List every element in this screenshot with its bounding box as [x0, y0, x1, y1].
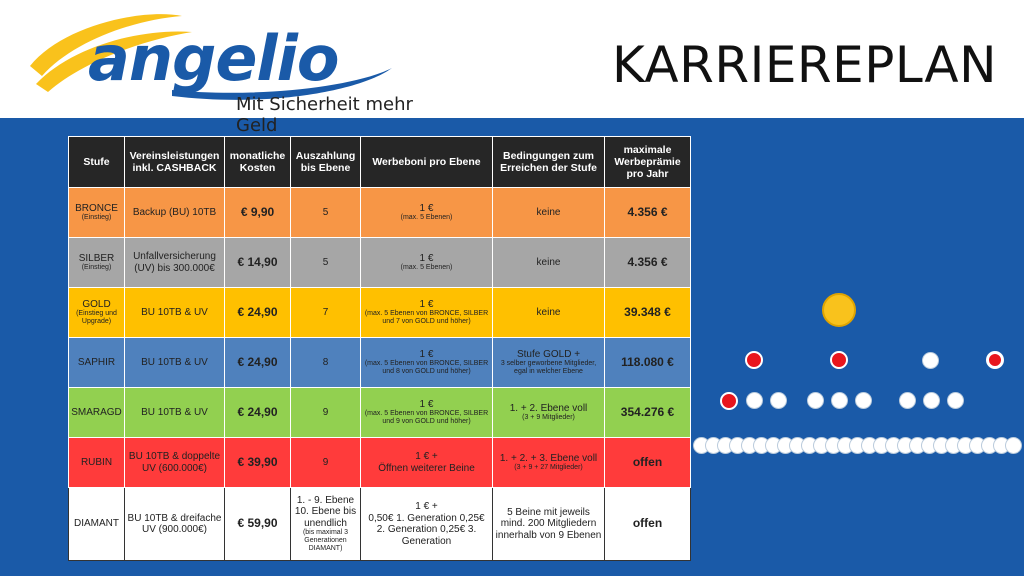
level1-node-icon [986, 351, 1004, 369]
cell-ebene: 8 [291, 338, 361, 388]
level2-node-icon [720, 392, 738, 410]
level1-node-icon [922, 352, 939, 369]
cell-praemie: 354.276 € [605, 388, 691, 438]
header-bar [0, 0, 1024, 136]
cell-boni: 1 € (max. 5 Ebenen) [361, 238, 493, 288]
cell-bedingung: 1. + 2. Ebene voll (3 + 9 Mitglieder) [493, 388, 605, 438]
table-row-diamant [69, 488, 691, 561]
cell-boni: 1 € (max. 5 Ebenen) [361, 188, 493, 238]
cell-stufe: GOLD (Einstieg und Upgrade) [69, 288, 125, 338]
cell-praemie: offen [605, 438, 691, 488]
logo-tagline: Mit Sicherheit mehr Geld [236, 94, 413, 136]
cell-bedingung: keine [493, 188, 605, 238]
header-vereinsleistungen: Vereinsleistungen inkl. CASHBACK [125, 137, 225, 188]
level2-node-icon [770, 392, 787, 409]
level1-node-icon [830, 351, 848, 369]
header-stufe: Stufe [69, 137, 125, 188]
cell-kosten: € 14,90 [225, 238, 291, 288]
cell-boni: 1 € (max. 5 Ebenen von BRONCE, SILBER und 7 von GOLD und höher) [361, 288, 493, 338]
cell-boni: 1 € (max. 5 Ebenen von BRONCE, SILBER und 8 von GOLD und höher) [361, 338, 493, 388]
cell-boni: 1 € + 0,50€ 1. Generation 0,25€ 2. Generation 0,25€ 3. Generation [361, 488, 493, 561]
cell-ebene: 1. - 9. Ebene 10. Ebene bis unendlich (bis maximal 3 Generationen DIAMANT) [291, 488, 361, 561]
header-praemie: maximale Werbeprämie pro Jahr [605, 137, 691, 188]
top-node-icon [822, 293, 856, 327]
level2-node-icon [746, 392, 763, 409]
level2-node-icon [831, 392, 848, 409]
cell-leistung: Unfallversicherung (UV) bis 300.000€ [125, 238, 225, 288]
level2-node-icon [899, 392, 916, 409]
cell-ebene: 9 [291, 438, 361, 488]
level2-node-icon [923, 392, 940, 409]
cell-stufe: SILBER (Einstieg) [69, 238, 125, 288]
cell-stufe: BRONCE (Einstieg) [69, 188, 125, 238]
table-row-silber [69, 238, 691, 288]
cell-stufe: SAPHIR [69, 338, 125, 388]
cell-praemie: 4.356 € [605, 188, 691, 238]
cell-leistung: Backup (BU) 10TB [125, 188, 225, 238]
header-bedingungen: Bedingungen zum Erreichen der Stufe [493, 137, 605, 188]
cell-kosten: € 24,90 [225, 388, 291, 438]
cell-stufe: SMARAGD [69, 388, 125, 438]
career-plan-table [68, 136, 690, 552]
table-row-gold [69, 288, 691, 338]
cell-kosten: € 24,90 [225, 288, 291, 338]
level3-node-icon [1005, 437, 1022, 454]
cell-stufe: RUBIN [69, 438, 125, 488]
cell-leistung: BU 10TB & dreifache UV (900.000€) [125, 488, 225, 561]
cell-leistung: BU 10TB & UV [125, 338, 225, 388]
cell-praemie: offen [605, 488, 691, 561]
header-kosten: monatliche Kosten [225, 137, 291, 188]
cell-ebene: 7 [291, 288, 361, 338]
cell-bedingung: Stufe GOLD + 3 selber geworbene Mitglieder, egal in welcher Ebene [493, 338, 605, 388]
level1-node-icon [745, 351, 763, 369]
level2-node-icon [855, 392, 872, 409]
cell-ebene: 9 [291, 388, 361, 438]
page-title: KARRIEREPLAN [612, 36, 998, 94]
cell-leistung: BU 10TB & UV [125, 388, 225, 438]
table-row-smaragd [69, 388, 691, 438]
cell-kosten: € 9,90 [225, 188, 291, 238]
cell-praemie: 4.356 € [605, 238, 691, 288]
cell-ebene: 5 [291, 188, 361, 238]
table-row-saphir [69, 338, 691, 388]
table-row-bronce [69, 188, 691, 238]
cell-boni: 1 € + Öffnen weiterer Beine [361, 438, 493, 488]
level2-node-icon [807, 392, 824, 409]
level2-node-icon [947, 392, 964, 409]
cell-kosten: € 39,90 [225, 438, 291, 488]
cell-kosten: € 59,90 [225, 488, 291, 561]
cell-praemie: 39.348 € [605, 288, 691, 338]
cell-leistung: BU 10TB & UV [125, 288, 225, 338]
cell-bedingung: keine [493, 238, 605, 288]
cell-bedingung: 5 Beine mit jeweils mind. 200 Mitgliedern innerhalb von 9 Ebenen [493, 488, 605, 561]
header-auszahlung: Auszahlung bis Ebene [291, 137, 361, 188]
table-row-rubin [69, 438, 691, 488]
cell-kosten: € 24,90 [225, 338, 291, 388]
cell-leistung: BU 10TB & doppelte UV (600.000€) [125, 438, 225, 488]
angelio-logo [22, 6, 442, 136]
cell-boni: 1 € (max. 5 Ebenen von BRONCE, SILBER und 9 von GOLD und höher) [361, 388, 493, 438]
logo-wordmark: angelio [88, 22, 339, 95]
header-werbeboni: Werbeboni pro Ebene [361, 137, 493, 188]
cell-praemie: 118.080 € [605, 338, 691, 388]
cell-bedingung: keine [493, 288, 605, 338]
table-header-row [69, 137, 691, 188]
cell-stufe: DIAMANT [69, 488, 125, 561]
cell-ebene: 5 [291, 238, 361, 288]
cell-bedingung: 1. + 2. + 3. Ebene voll (3 + 9 + 27 Mitglieder) [493, 438, 605, 488]
